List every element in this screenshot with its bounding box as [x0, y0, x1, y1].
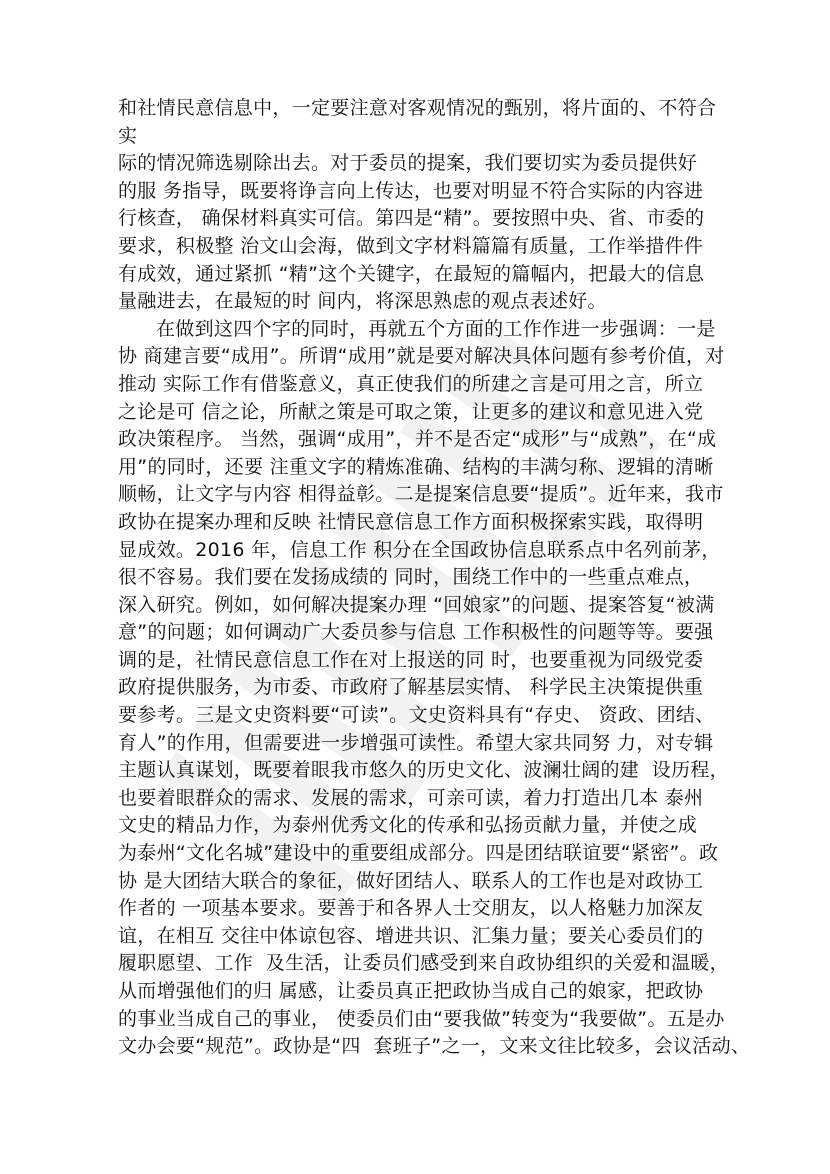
document-body — [118, 95, 758, 1061]
text-line: 育人”的作用，但需要进一步增强可读性。希望大家共同努 力，对专辑 — [118, 731, 714, 754]
text-line: 政府提供服务，为市委、市政府了解基层实情、 科学民主决策提供重 — [118, 676, 704, 699]
text-line: 作者的 一项基本要求。要善于和各界人士交朋友，以人格魅力加深友 — [118, 897, 704, 920]
text-line: 也要着眼群众的需求、发展的需求，可亲可读，着力打造出几本 泰州 — [118, 786, 704, 809]
text-line: 有成效，通过紧抓 “精”这个关键字，在最短的篇幅内，把最大的信息 — [118, 262, 705, 285]
text-line: 主题认真谋划，既要着眼我市悠久的历史文化、波澜壮阔的建 设历程， — [118, 759, 729, 782]
text-line: 的服 务指导，既要将诤言向上传达，也要对明显不符合实际的内容进 — [118, 179, 704, 202]
text-line: 和社情民意信息中，一定要注意对客观情况的甄别，将片面的、不符合 — [118, 97, 717, 119]
text-line: 政协在提案办理和反映 社情民意信息工作方面积极探索实践，取得明 — [118, 510, 704, 533]
text-line: 协 是大团结大联合的象征，做好团结人、联系人的工作也是对政协工 — [118, 869, 704, 892]
text-line: 政决策程序。 当然，强调“成用”，并不是否定“成形”与“成熟”，在“成 — [118, 428, 717, 451]
text-line: 在做到这四个字的同时，再就五个方面的工作作进一步强调：一是 — [156, 317, 716, 340]
text-line: 深入研究。例如，如何解决提案办理 “回娘家”的问题、提案答复“被满 — [118, 593, 715, 616]
text-line: 履职愿望、工作 及生活，让委员们感受到来自政协组织的关爱和温暖， — [118, 952, 729, 975]
text-line: 的事业当成自己的事业， 使委员们由“要我做”转变为“我要做”。五是办 — [118, 1007, 725, 1030]
text-line: 要求，积极整 治文山会海，做到文字材料篇篇有质量，工作举措件件 — [118, 234, 704, 257]
text-line: 文史的精品力作，为泰州优秀文化的传承和弘扬贡献力量，并使之成 — [118, 814, 698, 837]
text-line: 很不容易。我们要在发扬成绩的 同时，围绕工作中的一些重点难点， — [118, 566, 704, 589]
text-line: 意”的问题；如何调动广大委员参与信息 工作积极性的问题等等。要强 — [118, 621, 714, 644]
text-line: 谊，在相互 交往中体谅包容、增进共识、汇集力量；要关心委员们的 — [118, 924, 704, 947]
text-line: 行核查， 确保材料真实可信。第四是“精”。要按照中央、省、市委的 — [118, 207, 705, 230]
text-line: 协 商建言要“成用”。所谓“成用”就是要对解决具体问题有参考价值，对 — [118, 345, 725, 368]
text-line: 实 — [118, 124, 138, 147]
text-line: 从而增强他们的归 属感，让委员真正把政协当成自己的娘家，把政协 — [118, 980, 704, 1002]
text-line: 量融进去，在最短的时 间内，将深思熟虑的观点表述好。 — [118, 290, 607, 313]
text-line: 际的情况筛选剔除出去。对于委员的提案，我们要切实为委员提供好 — [118, 152, 698, 175]
text-line: 为泰州“文化名城”建设中的重要组成部分。四是团结联谊要“紧密”。政 — [118, 842, 719, 865]
text-line: 顺畅，让文字与内容 相得益彰。二是提案信息要“提质”。近年来，我市 — [118, 483, 724, 506]
text-line: 推动 实际工作有借鉴意义，真正使我们的所建之言是可用之言，所立 — [118, 372, 704, 395]
text-line: 用”的同时，还要 注重文字的精炼准确、结构的丰满匀称、逻辑的清晰 — [118, 455, 714, 478]
text-line: 要参考。三是文史资料要“可读”。文史资料具有“存史、 资政、团结、 — [118, 704, 715, 727]
text-line: 之论是可 信之论，所献之策是可取之策，让更多的建议和意见进入党 — [118, 400, 704, 423]
text-line: 调的是，社情民意信息工作在对上报送的同 时，也要重视为同级党委 — [118, 648, 704, 671]
text-line: 显成效。2016 年，信息工作 积分在全国政协信息联系点中名列前茅， — [118, 538, 721, 561]
text-line: 文办会要“规范”。政协是“四 套班子”之一，文来文往比较多，会议活动、 — [118, 1035, 751, 1058]
